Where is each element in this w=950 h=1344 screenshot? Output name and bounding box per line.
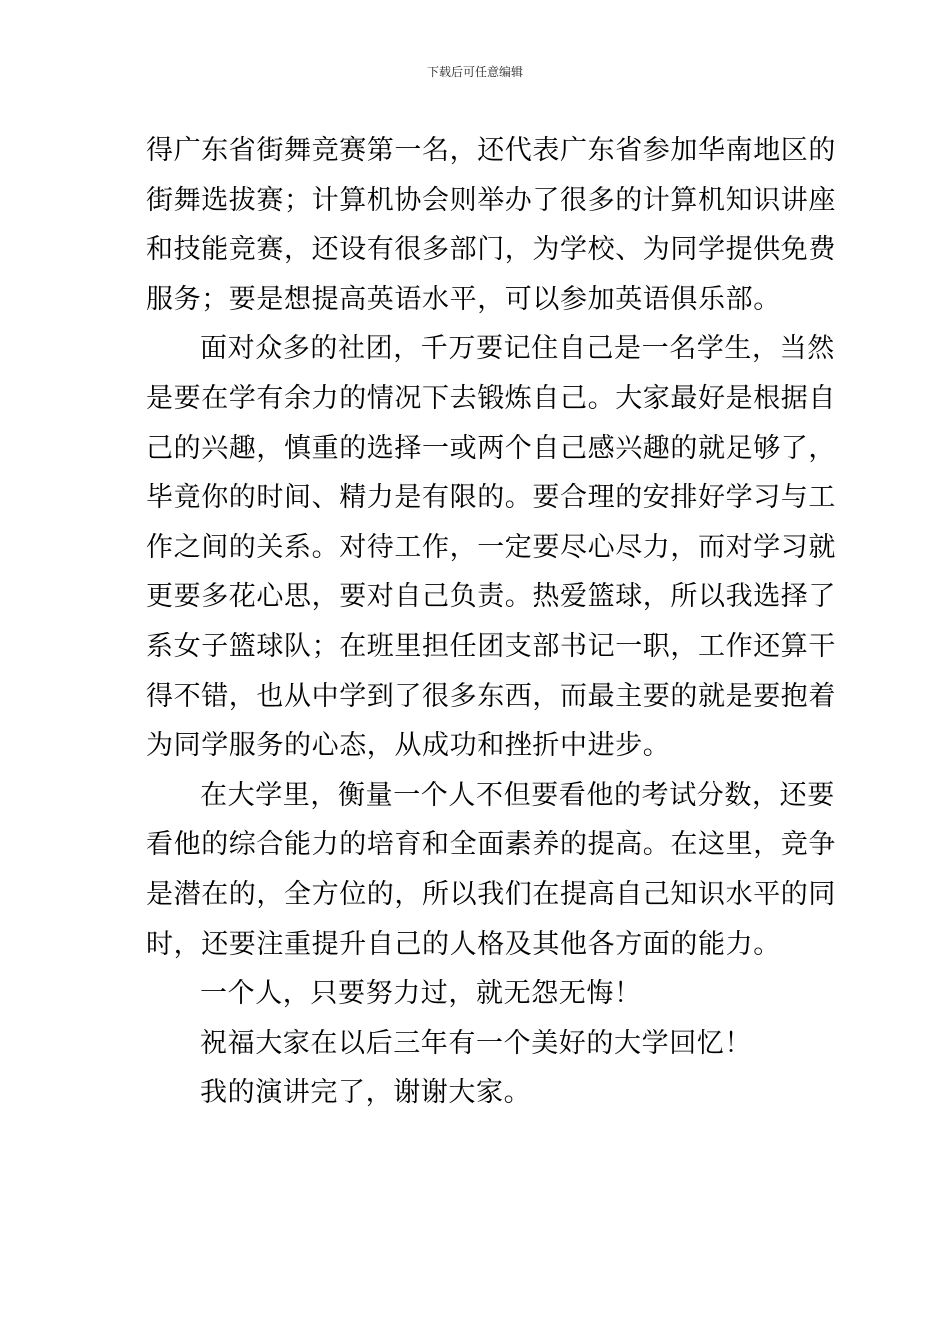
text-line: 作之间的关系。对待工作，一定要尽心尽力，而对学习就 bbox=[146, 531, 836, 563]
paragraph-start-line: 在大学里，衡量一个人不但要看他的考试分数，还要 bbox=[200, 779, 835, 811]
paragraph-start-line: 面对众多的社团，千万要记住自己是一名学生，当然 bbox=[200, 333, 835, 365]
paragraph-start-line: 祝福大家在以后三年有一个美好的大学回忆！ bbox=[200, 1027, 752, 1059]
text-line: 更要多花心思，要对自己负责。热爱篮球，所以我选择了 bbox=[146, 581, 836, 613]
text-line: 街舞选拔赛；计算机协会则举办了很多的计算机知识讲座 bbox=[146, 184, 836, 216]
text-line: 毕竟你的时间、精力是有限的。要合理的安排好学习与工 bbox=[146, 482, 836, 514]
text-line: 时，还要注重提升自己的人格及其他各方面的能力。 bbox=[146, 928, 781, 960]
paragraph-start-line: 一个人，只要努力过，就无怨无悔！ bbox=[200, 978, 642, 1010]
paragraph-start-line: 我的演讲完了，谢谢大家。 bbox=[200, 1077, 532, 1109]
text-line: 看他的综合能力的培育和全面素养的提高。在这里，竞争 bbox=[146, 829, 836, 861]
text-line: 是潜在的，全方位的，所以我们在提高自己知识水平的同 bbox=[146, 878, 836, 910]
text-line: 为同学服务的心态，从成功和挫折中进步。 bbox=[146, 730, 671, 762]
text-line: 是要在学有余力的情况下去锻炼自己。大家最好是根据自 bbox=[146, 382, 836, 414]
text-line: 服务；要是想提高英语水平，可以参加英语俱乐部。 bbox=[146, 283, 781, 315]
text-line: 系女子篮球队；在班里担任团支部书记一职，工作还算干 bbox=[146, 630, 836, 662]
page-header: 下载后可任意编辑 bbox=[426, 65, 523, 79]
document-body bbox=[146, 126, 836, 1118]
text-line: 得广东省街舞竞赛第一名，还代表广东省参加华南地区的 bbox=[146, 135, 836, 166]
text-line: 得不错，也从中学到了很多东西，而最主要的就是要抱着 bbox=[146, 680, 836, 712]
text-line: 己的兴趣，慎重的选择一或两个自己感兴趣的就足够了， bbox=[146, 432, 836, 464]
text-line: 和技能竞赛，还设有很多部门，为学校、为同学提供免费 bbox=[146, 234, 836, 266]
